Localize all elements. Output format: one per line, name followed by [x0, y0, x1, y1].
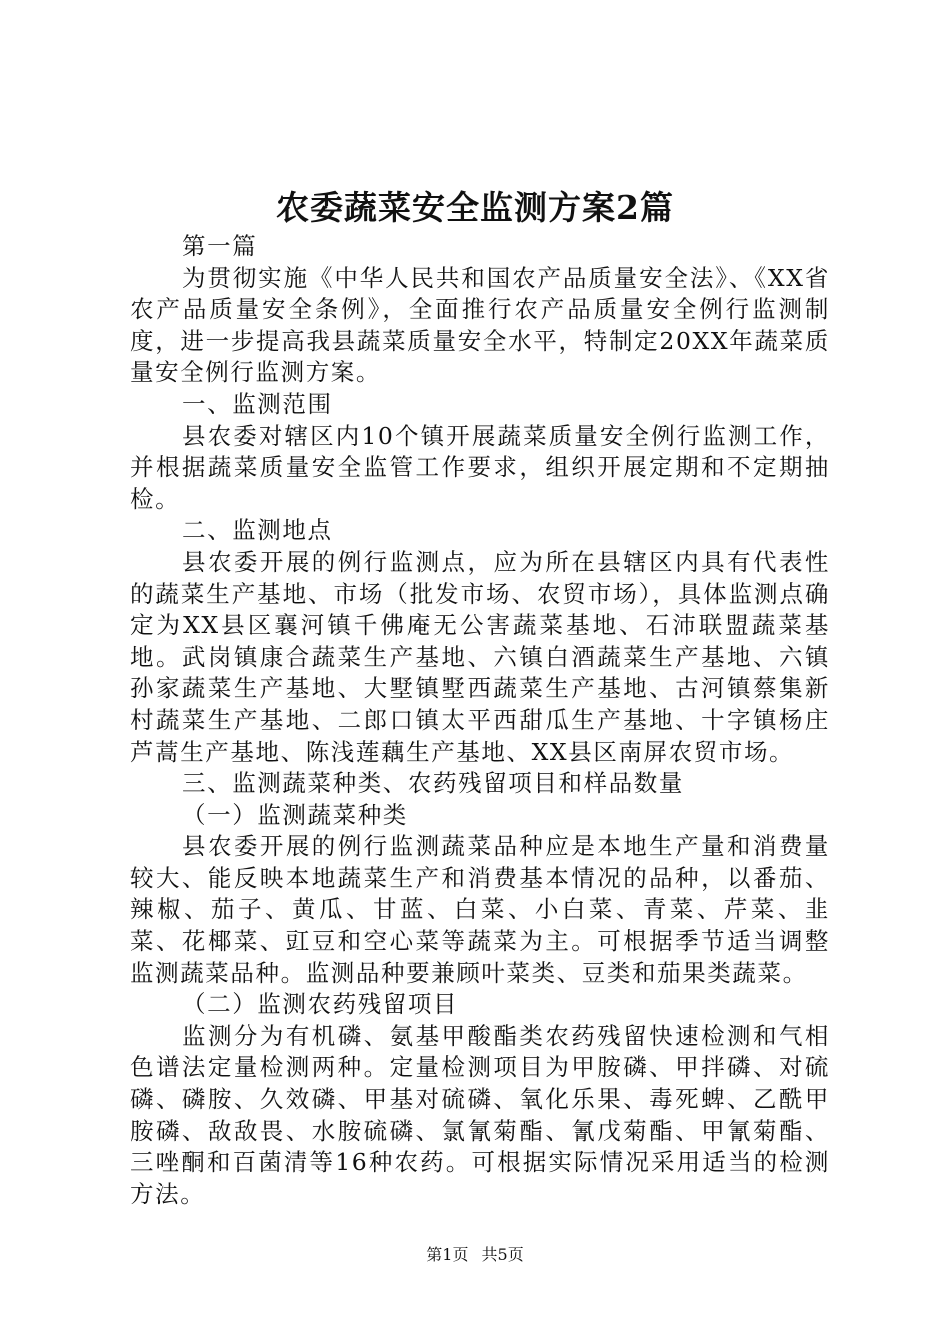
heading-locations: 二、监测地点: [182, 516, 333, 545]
page-total: 共5页: [481, 1245, 524, 1264]
locations-paragraph: 县农委开展的例行监测点，应为所在县辖区内具有代表性的蔬菜生产基地、市场（批发市场、农贸市场），具体监测点确定为XX县区襄河镇千佛庵无公害蔬菜基地、石沛联盟蔬菜基地。武岗镇康合蔬菜生产基地、六镇白酒蔬菜生产基地、六镇孙家蔬菜生产基地、大墅镇墅西蔬菜生产基地、古河镇蔡集新村蔬菜生产基地、二郎口镇太平西甜瓜生产基地、十字镇杨庄芦蒿生产基地、陈浅莲藕生产基地、XX县区南屏农贸市场。: [130, 547, 830, 766]
subheading-pesticide-items: （二）监测农药残留项目: [182, 990, 459, 1019]
vegetable-types-paragraph: 县农委开展的例行监测蔬菜品种应是本地生产量和消费量较大、能反映本地蔬菜生产和消费基本情况的品种，以番茄、辣椒、茄子、黄瓜、甘蓝、白菜、小白菜、青菜、芹菜、韭菜、花椰菜、豇豆和空心菜等蔬菜为主。可根据季节适当调整监测蔬菜品种。监测品种要兼顾叶菜类、豆类和茄果类蔬菜。: [130, 832, 830, 987]
section-label: 第一篇: [182, 232, 258, 260]
page-number: 第1页: [426, 1245, 469, 1264]
document-title: 农委蔬菜安全监测方案2篇: [276, 188, 674, 227]
pesticide-items-paragraph: 监测分为有机磷、氨基甲酸酯类农药残留快速检测和气相色谱法定量检测两种。定量检测项目为甲胺磷、甲拌磷、对硫磷、磷胺、久效磷、甲基对硫磷、氧化乐果、毒死蜱、乙酰甲胺磷、敌敌畏、水胺硫磷、氯氰菊酯、氰戊菊酯、甲氰菊酯、三唑酮和百菌清等16种农药。可根据实际情况采用适当的检测方法。: [130, 1021, 830, 1208]
heading-scope: 一、监测范围: [182, 389, 333, 418]
intro-paragraph: 为贯彻实施《中华人民共和国农产品质量安全法》、《XX省农产品质量安全条例》，全面推行农产品质量安全例行监测制度，进一步提高我县蔬菜质量安全水平，特制定20XX年蔬菜质量安全例行监测方案。: [130, 263, 830, 387]
document-body: [130, 231, 830, 1210]
subheading-vegetable-types: （一）监测蔬菜种类: [182, 800, 408, 829]
scope-paragraph: 县农委对辖区内10个镇开展蔬菜质量安全例行监测工作，并根据蔬菜质量安全监管工作要求，组织开展定期和不定期抽检。: [130, 421, 830, 513]
heading-categories: 三、监测蔬菜种类、农药残留项目和样品数量: [182, 769, 684, 798]
page-footer: [0, 1244, 950, 1266]
